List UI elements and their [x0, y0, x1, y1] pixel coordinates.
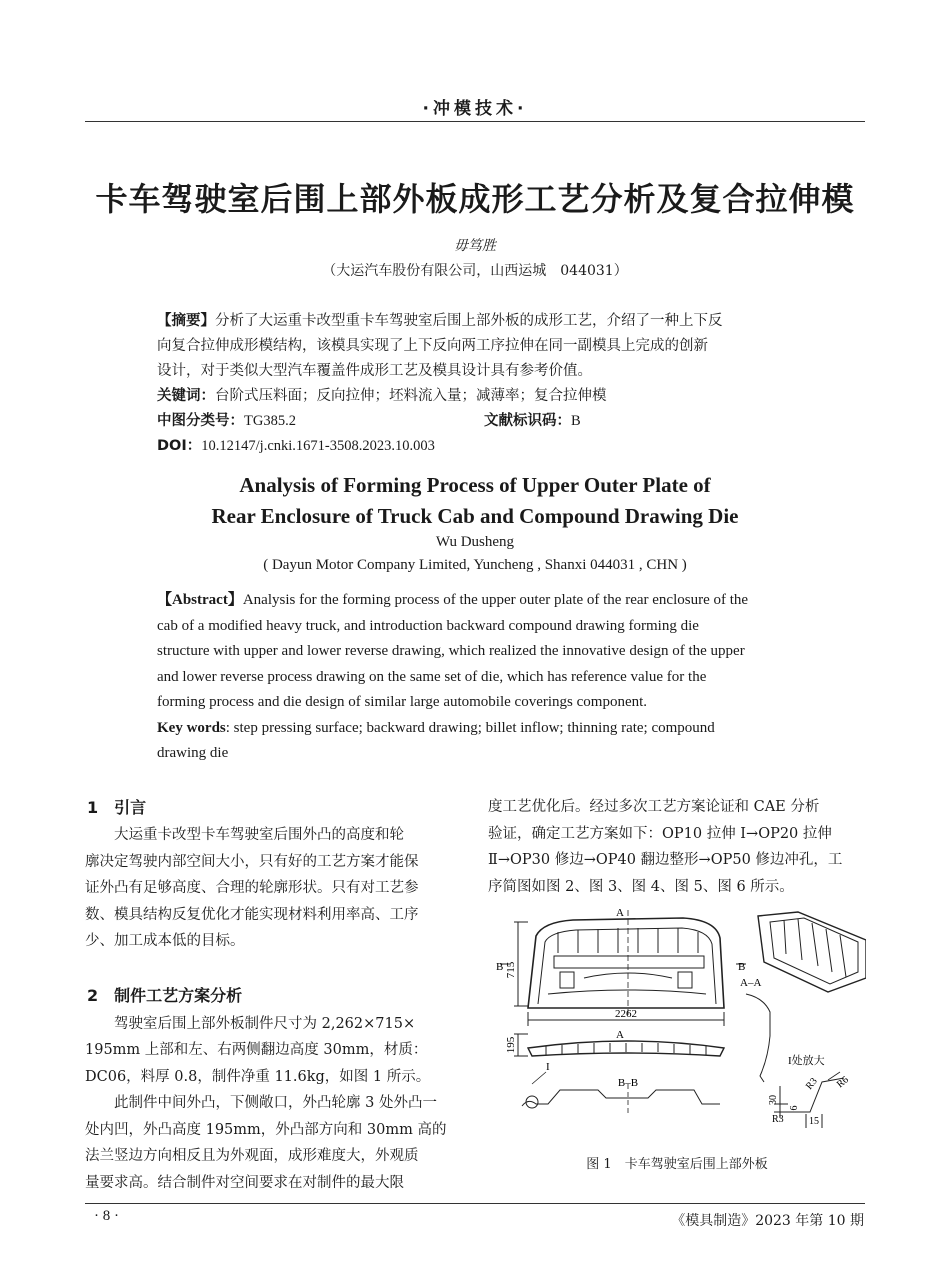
figure-1-caption: 图 1 卡车驾驶室后围上部外板: [586, 1157, 768, 1172]
left-column: 1 引言 大运重卡改型卡车驾驶室后围外凸的高度和轮 廓决定驾驶内部空间大小，只有好的工艺方案才能保 证外凸有足够高度、合理的轮廓形状。只有对工艺参 数、模具结构反复优化才能实现材料利用率高、工序 少、加工成本低的目标。 2 制件工艺方案分析 驾驶室后围上部外板制件尺寸为 2,262×715× 195mm 上部和左、右两侧翻边高度 30mm，材质： DC06，料厚 0.8，制件净重 11.6kg，如图 1 所示。 此制件中间外凸，下侧敞口，外凸轮廓 3 处外凸一 处内凹，外凸高度 195mm，外凸部方向和 30mm 高的 法兰竖边方向相反且为外观面，成形难度大，外观质 量要求高。结合制件对空间要求在对制件的最大限: [85, 794, 463, 1196]
author: 毋笃胜: [454, 238, 496, 254]
figure-1-drawing: [488, 908, 866, 1148]
abstract-en-label: 【Abstract】: [157, 592, 243, 608]
fig-dim-r6: R6: [834, 1074, 851, 1091]
fig-dim-r3b: R3: [772, 1114, 784, 1125]
classification-row: 中图分类号：TG385.2 文献标识码：B: [157, 413, 581, 429]
fig-dim-715: 715: [505, 961, 517, 979]
abstract-en-line-4: and lower reverse process drawing on the same set of die, which has reference value for the: [157, 668, 707, 685]
en-author: Wu Dusheng: [435, 534, 515, 550]
abstract-cn-line-1: 【摘要】分析了大运重卡改型重卡车驾驶室后围上部外板的成形工艺，介绍了一种上下反: [157, 313, 723, 329]
abstract-en-line-3: structure with upper and lower reverse drawing, which realized the innovative design of the upper: [157, 643, 745, 659]
affiliation: （大运汽车股份有限公司，山西运城 044031）: [322, 263, 628, 279]
abstract-cn-line-2: 向复合拉伸成形模结构，该模具实现了上下反向两工序拉伸在同一副模具上完成的创新: [157, 338, 708, 354]
fig-dim-30: 30: [768, 1095, 779, 1105]
en-affiliation: ( Dayun Motor Company Limited, Yuncheng , Shanxi 044031 , CHN ): [263, 557, 687, 573]
figure-1: [488, 908, 866, 1148]
section-2-heading: 2 制件工艺方案分析: [87, 985, 243, 1005]
page-number: · 8 ·: [94, 1208, 119, 1224]
fig-label-a-top: A: [616, 908, 624, 919]
doi: DOI：10.12147/j.cnki.1671-3508.2023.10.003: [157, 438, 435, 454]
abstract-en-line-2: cab of a modified heavy truck, and introduction backward compound drawing forming die: [157, 617, 699, 634]
en-title-line-2: Rear Enclosure of Truck Cab and Compound Drawing Die: [211, 504, 739, 528]
en-title-line-1: Analysis of Forming Process of Upper Outer Plate of: [239, 473, 711, 497]
fig-label-b-left: B: [496, 961, 504, 973]
footer-rule: [85, 1203, 865, 1204]
keywords-cn: 关键词：台阶式压料面；反向拉伸；坯料流入量；减薄率；复合拉伸模: [157, 388, 607, 404]
fig-dim-195: 195: [505, 1036, 517, 1054]
right-column: 度工艺优化后。经过多次工艺方案论证和 CAE 分析 验证，确定工艺方案如下：OP10 拉伸 Ⅰ→OP20 拉伸 Ⅱ→OP30 修边→OP40 翻边整形→OP50 修边冲孔，工 序简图如图 2、图 3、图 4、图 5、图 6 所示。: [488, 799, 843, 895]
abstract-cn-label: 【摘要】: [157, 313, 215, 329]
section-1-heading: 1 引言: [87, 798, 147, 817]
paper-title: 卡车驾驶室后围上部外板成形工艺分析及复合拉伸模: [95, 180, 855, 218]
keywords-en-line-1: Key words: step pressing surface; backward drawing; billet inflow; thinning rate; compound: [157, 719, 715, 736]
fig-label-a-bottom: A: [616, 1029, 624, 1041]
fig-section-bb: B–B: [617, 1077, 639, 1089]
abstract-en-line-1: 【Abstract】Analysis for the forming process of the upper outer plate of the rear enclosure of the: [157, 592, 749, 608]
fig-dim-r3a: R3: [803, 1075, 820, 1092]
abstract-en-line-5: forming process and die design of similar large automobile coverings component.: [157, 694, 648, 710]
keywords-en-line-2: drawing die: [157, 745, 229, 761]
abstract-en: [157, 588, 794, 767]
fig-dim-2262: 2262: [615, 1008, 637, 1020]
journal-info: 《模具制造》2023 年第 10 期: [671, 1213, 864, 1229]
header-rule: [85, 121, 865, 122]
fig-section-aa: A–A: [740, 977, 762, 989]
fig-dim-6: 6: [789, 1105, 800, 1111]
fig-detail-title: I处放大: [788, 1055, 825, 1067]
fig-dim-15: 15: [809, 1116, 819, 1127]
abstract-cn: [157, 309, 807, 459]
section-header: ·冲模技术·: [422, 99, 528, 119]
fig-detail-i: I: [546, 1061, 550, 1073]
abstract-cn-line-3: 设计，对于类似大型汽车覆盖件成形工艺及模具设计具有参考价值。: [157, 363, 592, 379]
fig-label-b-right: B: [738, 961, 746, 973]
